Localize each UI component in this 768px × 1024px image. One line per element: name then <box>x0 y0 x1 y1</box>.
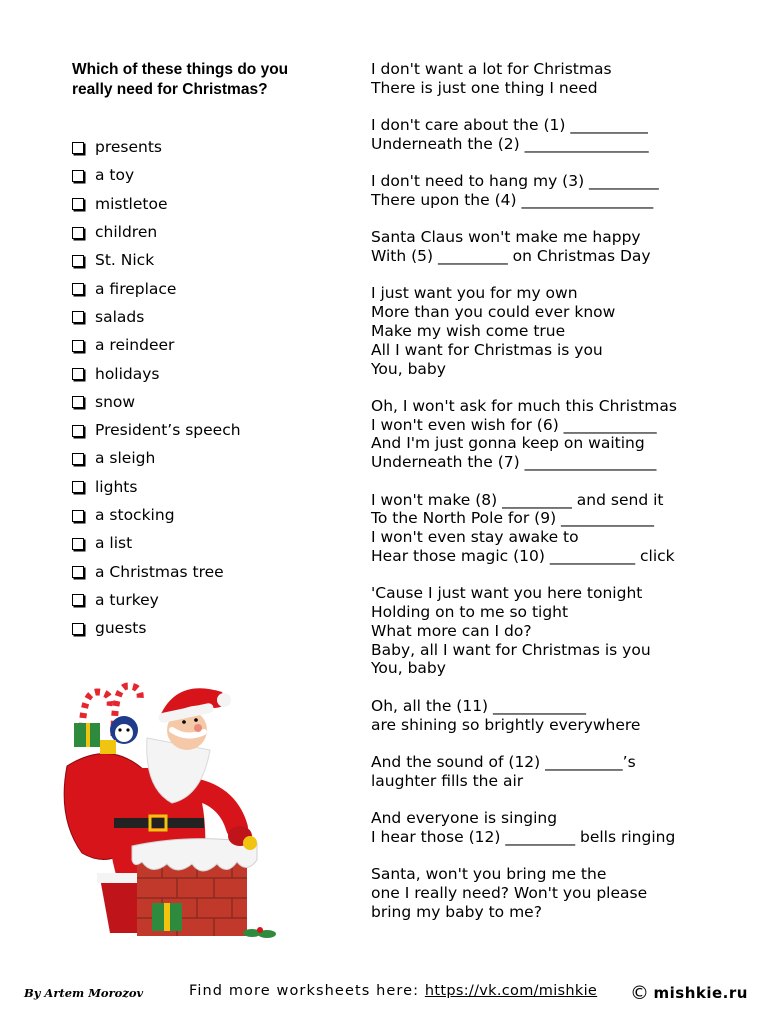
author-credit: By Artem Morozov <box>24 986 144 1000</box>
checklist-item-label: a stocking <box>95 506 175 524</box>
checklist-item <box>72 444 241 472</box>
lyrics-stanza <box>371 865 751 921</box>
checklist-item <box>72 274 241 302</box>
checklist-item <box>72 416 241 444</box>
lyrics-line: Make my wish come true <box>371 321 566 340</box>
lyrics-line: Underneath the (7) _________________ <box>371 453 657 472</box>
lyrics-stanza <box>371 172 751 210</box>
lyrics-line: Hear those magic (10) ___________ click <box>371 546 675 565</box>
lyrics-stanza <box>371 697 751 735</box>
lyrics-line: I won't even wish for (6) ____________ <box>371 415 657 434</box>
lyrics-stanza <box>371 491 751 566</box>
copyright <box>630 982 748 1004</box>
checklist-item-label: guests <box>95 619 147 638</box>
checklist-item <box>72 388 241 416</box>
lyrics-line: I don't need to hang my (3) _________ <box>371 172 659 191</box>
checklist-item-label: a turkey <box>95 590 159 609</box>
checklist-item-label: a reindeer <box>95 336 175 355</box>
checklist-item <box>72 133 241 161</box>
checklist-item-label: a toy <box>95 166 135 185</box>
checklist-item-label: children <box>95 223 158 242</box>
checklist-item <box>72 303 241 331</box>
checklist-item <box>72 501 241 529</box>
copyright-icon: © <box>630 982 650 1004</box>
checklist-item <box>72 529 241 557</box>
lyrics-line: You, baby <box>371 659 446 678</box>
lyrics-line: And everyone is singing <box>371 808 558 827</box>
lyrics-line: I just want you for my own <box>371 284 578 303</box>
checkbox-icon[interactable] <box>72 566 84 578</box>
lyrics-line: I won't even stay awake to <box>371 528 579 547</box>
checklist-item <box>72 359 241 387</box>
checklist-item-label: lights <box>95 477 138 496</box>
checkbox-icon[interactable] <box>72 311 84 323</box>
lyrics-line: And I'm just gonna keep on waiting <box>371 434 645 453</box>
lyrics-line: With (5) _________ on Christmas Day <box>371 247 651 266</box>
more-worksheets-text <box>189 983 597 999</box>
checklist-item-label: presents <box>95 138 162 157</box>
checklist-item-label: a Christmas tree <box>95 562 224 581</box>
checklist-item <box>72 218 241 246</box>
lyrics-line: I don't want a lot for Christmas <box>371 60 612 78</box>
checklist-item-label: holidays <box>95 364 160 383</box>
lyrics-stanza <box>371 228 751 266</box>
lyrics-stanza <box>371 116 751 154</box>
lyrics-line: are shining so brightly everywhere <box>371 715 641 734</box>
checkbox-icon[interactable] <box>72 594 84 606</box>
checkbox-icon[interactable] <box>72 453 84 465</box>
checkbox-icon[interactable] <box>72 510 84 522</box>
checklist-item <box>72 473 241 501</box>
lyrics-line: one I really need? Won't you please <box>371 883 648 902</box>
question-line-2: really need for Christmas? <box>72 81 268 98</box>
checkbox-icon[interactable] <box>72 425 84 437</box>
checkbox-icon[interactable] <box>72 170 84 182</box>
lyrics-line: There is just one thing I need <box>371 78 598 97</box>
checklist-item-label: salads <box>95 307 145 326</box>
lyrics-line: bring my baby to me? <box>371 902 542 921</box>
checkbox-icon[interactable] <box>72 283 84 295</box>
lyrics-stanza <box>371 809 751 847</box>
lyrics-line: Oh, all the (11) ____________ <box>371 696 587 715</box>
checkbox-icon[interactable] <box>72 481 84 493</box>
lyrics-line: Santa Claus won't make me happy <box>371 228 641 247</box>
checkbox-icon[interactable] <box>72 538 84 550</box>
lyrics-stanza <box>371 584 751 678</box>
checkbox-icon[interactable] <box>72 227 84 239</box>
checklist-item-label: snow <box>95 392 136 411</box>
checkbox-icon[interactable] <box>72 142 84 154</box>
lyrics-line: I won't make (8) _________ and send it <box>371 490 664 509</box>
lyrics-line: Santa, won't you bring me the <box>371 865 607 883</box>
lyrics-line: More than you could ever know <box>371 303 616 322</box>
checklist-item <box>72 614 241 642</box>
checkbox-icon[interactable] <box>72 198 84 210</box>
lyrics-stanza <box>371 753 751 791</box>
checklist-item <box>72 161 241 189</box>
question-line-1: Which of these things do you <box>72 61 289 78</box>
checklist-item-label: mistletoe <box>95 194 168 213</box>
footer <box>0 978 768 1008</box>
more-worksheets-label: Find more worksheets here: <box>189 983 420 999</box>
lyrics-line: Holding on to me so tight <box>371 603 569 622</box>
checkbox-icon[interactable] <box>72 396 84 408</box>
vk-link[interactable]: https://vk.com/mishkie <box>424 983 598 999</box>
worksheet-question <box>72 60 352 100</box>
lyrics-line: I don't care about the (1) __________ <box>371 116 648 135</box>
lyrics-stanza <box>371 397 751 472</box>
checklist-item-label: a list <box>95 534 133 553</box>
checklist-item-label: President’s speech <box>95 421 241 440</box>
checklist-item <box>72 586 241 614</box>
santa-chimney-illustration <box>52 678 297 940</box>
lyrics-stanza <box>371 60 751 98</box>
checklist <box>72 133 241 642</box>
lyrics-line: Underneath the (2) ________________ <box>371 134 649 153</box>
lyrics-line: What more can I do? <box>371 621 532 640</box>
checklist-item <box>72 331 241 359</box>
lyrics-line: You, baby <box>371 359 446 378</box>
checklist-item <box>72 246 241 274</box>
lyrics-line: Oh, I won't ask for much this Christmas <box>371 396 677 415</box>
checkbox-icon[interactable] <box>72 368 84 380</box>
site-name: mishkie.ru <box>653 984 748 1002</box>
checkbox-icon[interactable] <box>72 623 84 635</box>
song-lyrics <box>371 60 751 940</box>
lyrics-line: There upon the (4) _________________ <box>371 190 654 209</box>
lyrics-line: To the North Pole for (9) ____________ <box>371 509 655 528</box>
lyrics-line: laughter fills the air <box>371 771 524 790</box>
lyrics-line: 'Cause I just want you here tonight <box>371 584 643 603</box>
lyrics-line: Baby, all I want for Christmas is you <box>371 640 651 659</box>
checklist-item <box>72 190 241 218</box>
lyrics-line: I hear those (12) _________ bells ringing <box>371 827 676 846</box>
checklist-item <box>72 557 241 585</box>
lyrics-stanza <box>371 284 751 378</box>
checklist-item-label: St. Nick <box>95 251 155 270</box>
lyrics-line: And the sound of (12) __________’s <box>371 752 636 771</box>
checklist-item-label: a sleigh <box>95 449 156 468</box>
checkbox-icon[interactable] <box>72 255 84 267</box>
checklist-item-label: a fireplace <box>95 279 177 298</box>
lyrics-line: All I want for Christmas is you <box>371 340 603 359</box>
checkbox-icon[interactable] <box>72 340 84 352</box>
